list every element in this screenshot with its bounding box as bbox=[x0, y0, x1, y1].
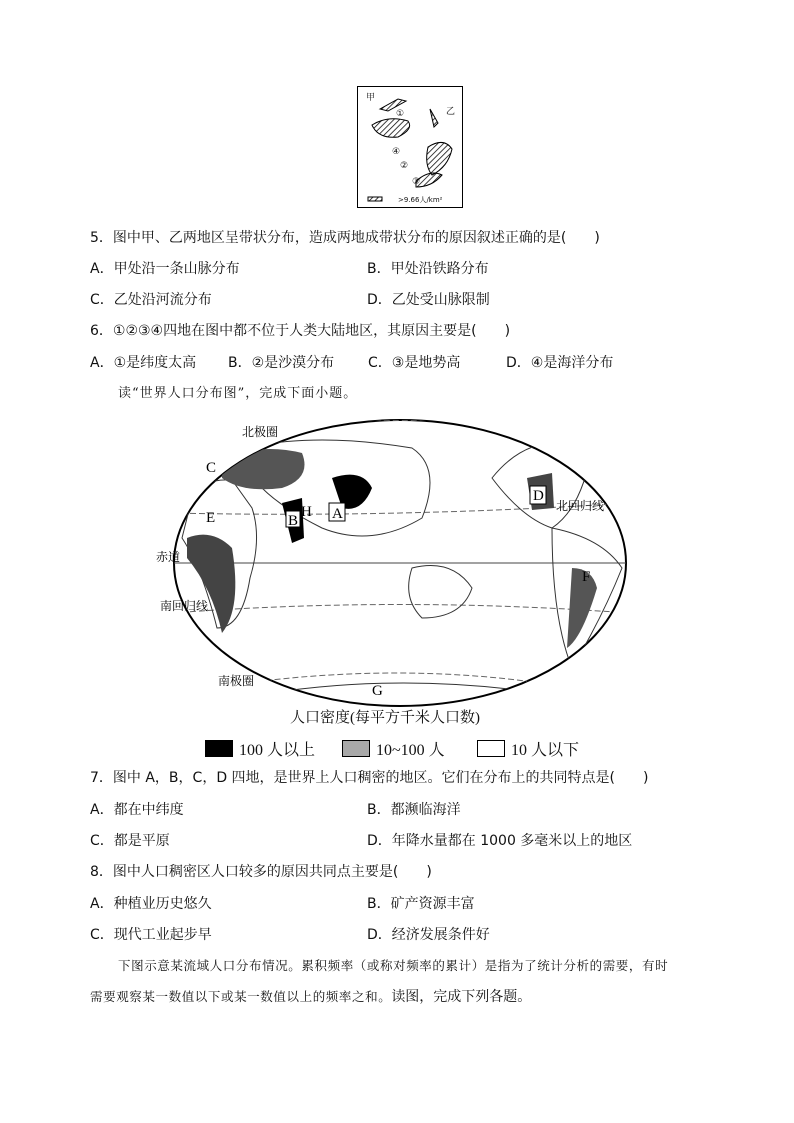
region-b: B bbox=[288, 513, 299, 529]
legend-swatch-low bbox=[477, 740, 505, 757]
legend-label-high: 100 人以上 bbox=[239, 742, 316, 759]
map-caption: 人口密度(每平方千米人口数) bbox=[290, 710, 480, 726]
region-a: A bbox=[332, 506, 343, 522]
region-h: H bbox=[301, 504, 312, 520]
q7-option-b[interactable]: B．都濒临海洋 bbox=[367, 802, 461, 818]
intro-cumulative-frequency-line2 bbox=[90, 988, 531, 1006]
q5-option-c[interactable]: C．乙处沿河流分布 bbox=[90, 292, 212, 308]
q6-option-a[interactable]: A．①是纬度太高 bbox=[90, 355, 197, 371]
marker-3: ③ bbox=[412, 177, 421, 187]
q7-option-a[interactable]: A．都在中纬度 bbox=[90, 802, 184, 818]
label-antarctic-circle: 南极圈 bbox=[218, 674, 255, 688]
region-g: G bbox=[372, 683, 383, 699]
intro-world-map: 读“世界人口分布图”，完成下面小题。 bbox=[118, 386, 358, 401]
q7-stem: 7．图中 A，B，C，D 四地，是世界上人口稠密的地区。它们在分布上的共同特点是( ) bbox=[90, 770, 649, 786]
legend-high bbox=[205, 737, 315, 760]
region-d: D bbox=[533, 488, 544, 504]
figure-legend: >9.66人/km² bbox=[398, 196, 443, 204]
marker-2: ② bbox=[400, 161, 409, 171]
population-density-figure bbox=[357, 86, 463, 208]
q8-option-c[interactable]: C．现代工业起步早 bbox=[90, 927, 212, 943]
q7-option-c[interactable]: C．都是平原 bbox=[90, 833, 170, 849]
intro-line2-part2: 读图，完成下列各题。 bbox=[391, 989, 532, 1005]
label-arctic-circle: 北极圈 bbox=[242, 425, 279, 439]
world-population-map bbox=[156, 418, 628, 708]
q6-stem: 6．①②③④四地在图中都不位于人类大陆地区，其原因主要是( ) bbox=[90, 323, 511, 339]
q5-option-d[interactable]: D．乙处受山脉限制 bbox=[367, 292, 490, 308]
marker-1: ① bbox=[396, 109, 405, 119]
marker-4: ④ bbox=[392, 147, 401, 157]
region-f: F bbox=[582, 569, 591, 585]
europe-dense-area bbox=[222, 449, 305, 489]
q8-option-d[interactable]: D．经济发展条件好 bbox=[367, 927, 490, 943]
region-e: E bbox=[206, 510, 216, 526]
legend-label-mid: 10~100 人 bbox=[376, 742, 445, 759]
q6-option-d[interactable]: D．④是海洋分布 bbox=[506, 355, 614, 371]
q7-option-d[interactable]: D．年降水量都在 1000 多毫米以上的地区 bbox=[367, 833, 633, 849]
legend-mid bbox=[342, 737, 445, 760]
label-jia: 甲 bbox=[366, 93, 376, 103]
q8-option-a[interactable]: A．种植业历史悠久 bbox=[90, 896, 212, 912]
q5-stem: 5．图中甲、乙两地区呈带状分布，造成两地成带状分布的原因叙述正确的是( ) bbox=[90, 230, 600, 246]
q5-option-b[interactable]: B．甲处沿铁路分布 bbox=[367, 261, 489, 277]
q6-option-b[interactable]: B．②是沙漠分布 bbox=[228, 355, 335, 371]
q8-option-b[interactable]: B．矿产资源丰富 bbox=[367, 896, 475, 912]
intro-line2-part1: 需要观察某一数值以下或某一数值以上的频率之和。 bbox=[90, 989, 392, 1004]
q8-stem: 8．图中人口稠密区人口较多的原因共同点主要是( ) bbox=[90, 864, 432, 880]
legend-swatch-mid bbox=[342, 740, 370, 757]
label-yi: 乙 bbox=[446, 107, 456, 117]
q6-option-c[interactable]: C．③是地势高 bbox=[368, 355, 461, 371]
legend-swatch-high bbox=[205, 740, 233, 757]
label-tropic-of-cancer: 北回归线 bbox=[556, 499, 605, 513]
q5-option-a[interactable]: A．甲处沿一条山脉分布 bbox=[90, 261, 240, 277]
label-tropic-of-capricorn: 南回归线 bbox=[160, 599, 209, 613]
legend-label-low: 10 人以下 bbox=[511, 742, 580, 759]
legend-low bbox=[477, 737, 579, 760]
region-c: C bbox=[206, 460, 217, 476]
label-equator: 赤道 bbox=[156, 550, 181, 564]
intro-cumulative-frequency-line1: 下图示意某流域人口分布情况。累积频率（或称对频率的累计）是指为了统计分析的需要，有时 bbox=[118, 958, 669, 973]
